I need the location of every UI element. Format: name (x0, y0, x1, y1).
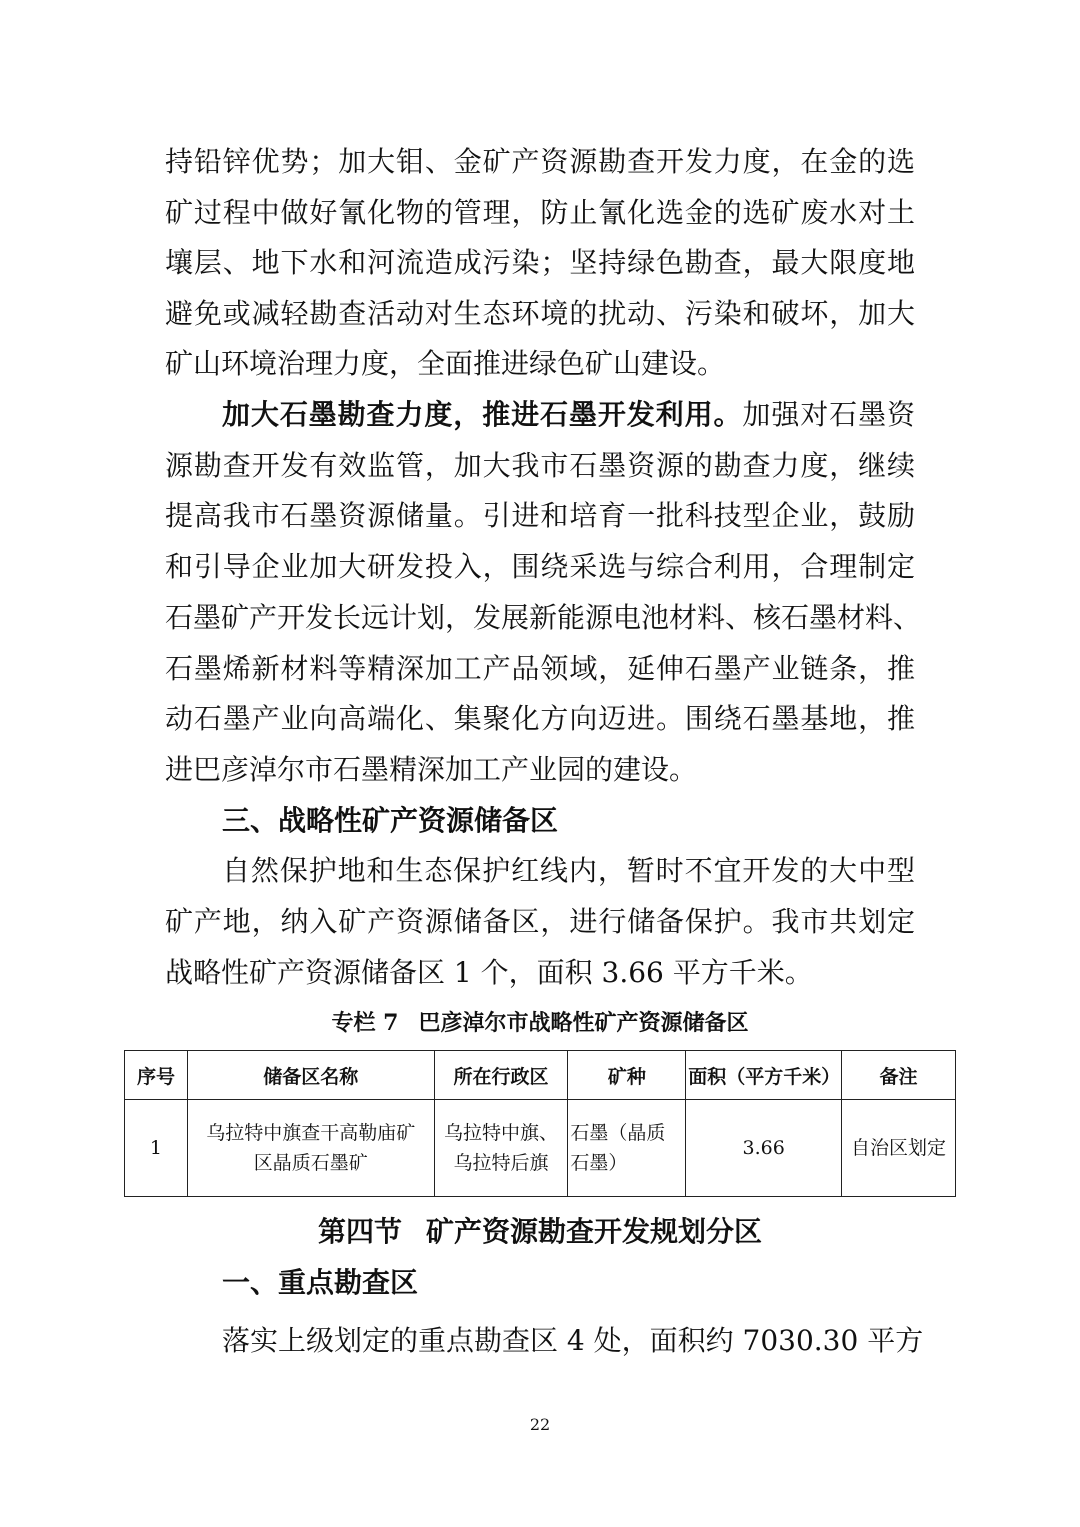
subheading: 三、战略性矿产资源储备区 (222, 804, 559, 837)
table-caption-title: 巴彦淖尔市战略性矿产资源储备区 (418, 1010, 749, 1036)
cell-line: 乌拉特中旗、 (443, 1122, 558, 1144)
table-header-row (125, 1051, 956, 1100)
cell-line: 乌拉特后旗 (453, 1152, 549, 1174)
cell-line: 区晶质石墨矿 (253, 1152, 368, 1174)
table-row (125, 1100, 956, 1197)
paragraph-line: 矿过程中做好氰化物的管理，防止氰化选金的选矿废水对土 (165, 196, 915, 229)
table-cell-index: 1 (125, 1100, 188, 1197)
paragraph-bold-lead: 加大石墨勘查力度，推进石墨开发利用。 (222, 398, 743, 431)
table-header: 面积（平方千米） (686, 1051, 842, 1100)
table-cell-region (434, 1100, 568, 1197)
paragraph-line: 战略性矿产资源储备区 1 个，面积 3.66 平方千米。 (165, 956, 813, 989)
page-number: 22 (529, 1415, 551, 1434)
subheading: 一、重点勘查区 (222, 1266, 419, 1299)
table-header: 序号 (125, 1051, 188, 1100)
table-caption (0, 1006, 1080, 1037)
reserve-area-table (124, 1050, 956, 1197)
section-heading (0, 1210, 1080, 1250)
table-cell-area: 3.66 (686, 1100, 842, 1197)
paragraph-line: 石墨矿产开发长远计划，发展新能源电池材料、核石墨材料、 (165, 601, 922, 634)
paragraph-line: 壤层、地下水和河流造成污染；坚持绿色勘查，最大限度地 (165, 246, 915, 279)
table-header: 储备区名称 (187, 1051, 434, 1100)
table-cell-name (187, 1100, 434, 1197)
paragraph-line: 矿产地，纳入矿产资源储备区，进行储备保护。我市共划定 (165, 905, 915, 938)
paragraph-line: 提高我市石墨资源储量。引进和培育一批科技型企业，鼓励 (165, 499, 915, 532)
paragraph-line: 进巴彦淖尔市石墨精深加工产业园的建设。 (165, 753, 698, 786)
paragraph-text: 加强对石墨资 (742, 398, 915, 431)
paragraph-first-line (222, 397, 915, 433)
paragraph-line: 避免或减轻勘查活动对生态环境的扰动、污染和破坏，加大 (165, 297, 915, 330)
table-header: 所在行政区 (434, 1051, 568, 1100)
section-label: 第四节 (317, 1215, 402, 1248)
paragraph-line: 石墨烯新材料等精深加工产品领域，延伸石墨产业链条，推 (165, 652, 915, 685)
paragraph-line: 动石墨产业向高端化、集聚化方向迈进。围绕石墨基地，推 (165, 702, 915, 735)
table-cell-mineral (568, 1100, 686, 1197)
paragraph-line: 和引导企业加大研发投入，围绕采选与综合利用，合理制定 (165, 550, 915, 583)
cell-line: 石墨（晶质 (570, 1122, 666, 1144)
table-header: 备注 (842, 1051, 956, 1100)
table-header: 矿种 (568, 1051, 686, 1100)
paragraph-line: 自然保护地和生态保护红线内，暂时不宜开发的大中型 (222, 854, 915, 887)
cell-line: 石墨） (570, 1152, 628, 1174)
cell-line: 乌拉特中旗查干高勒庙矿 (206, 1122, 416, 1144)
paragraph-line: 源勘查开发有效监管，加大我市石墨资源的勘查力度，继续 (165, 449, 915, 482)
table-cell-note: 自治区划定 (842, 1100, 956, 1197)
paragraph-line: 矿山环境治理力度，全面推进绿色矿山建设。 (165, 347, 726, 380)
section-title: 矿产资源勘查开发规划分区 (426, 1215, 763, 1248)
table-caption-label: 专栏 7 (331, 1010, 399, 1036)
paragraph-line: 落实上级划定的重点勘查区 4 处，面积约 7030.30 平方 (222, 1324, 924, 1357)
paragraph-line: 持铅锌优势；加大钼、金矿产资源勘查开发力度，在金的选 (165, 145, 915, 178)
